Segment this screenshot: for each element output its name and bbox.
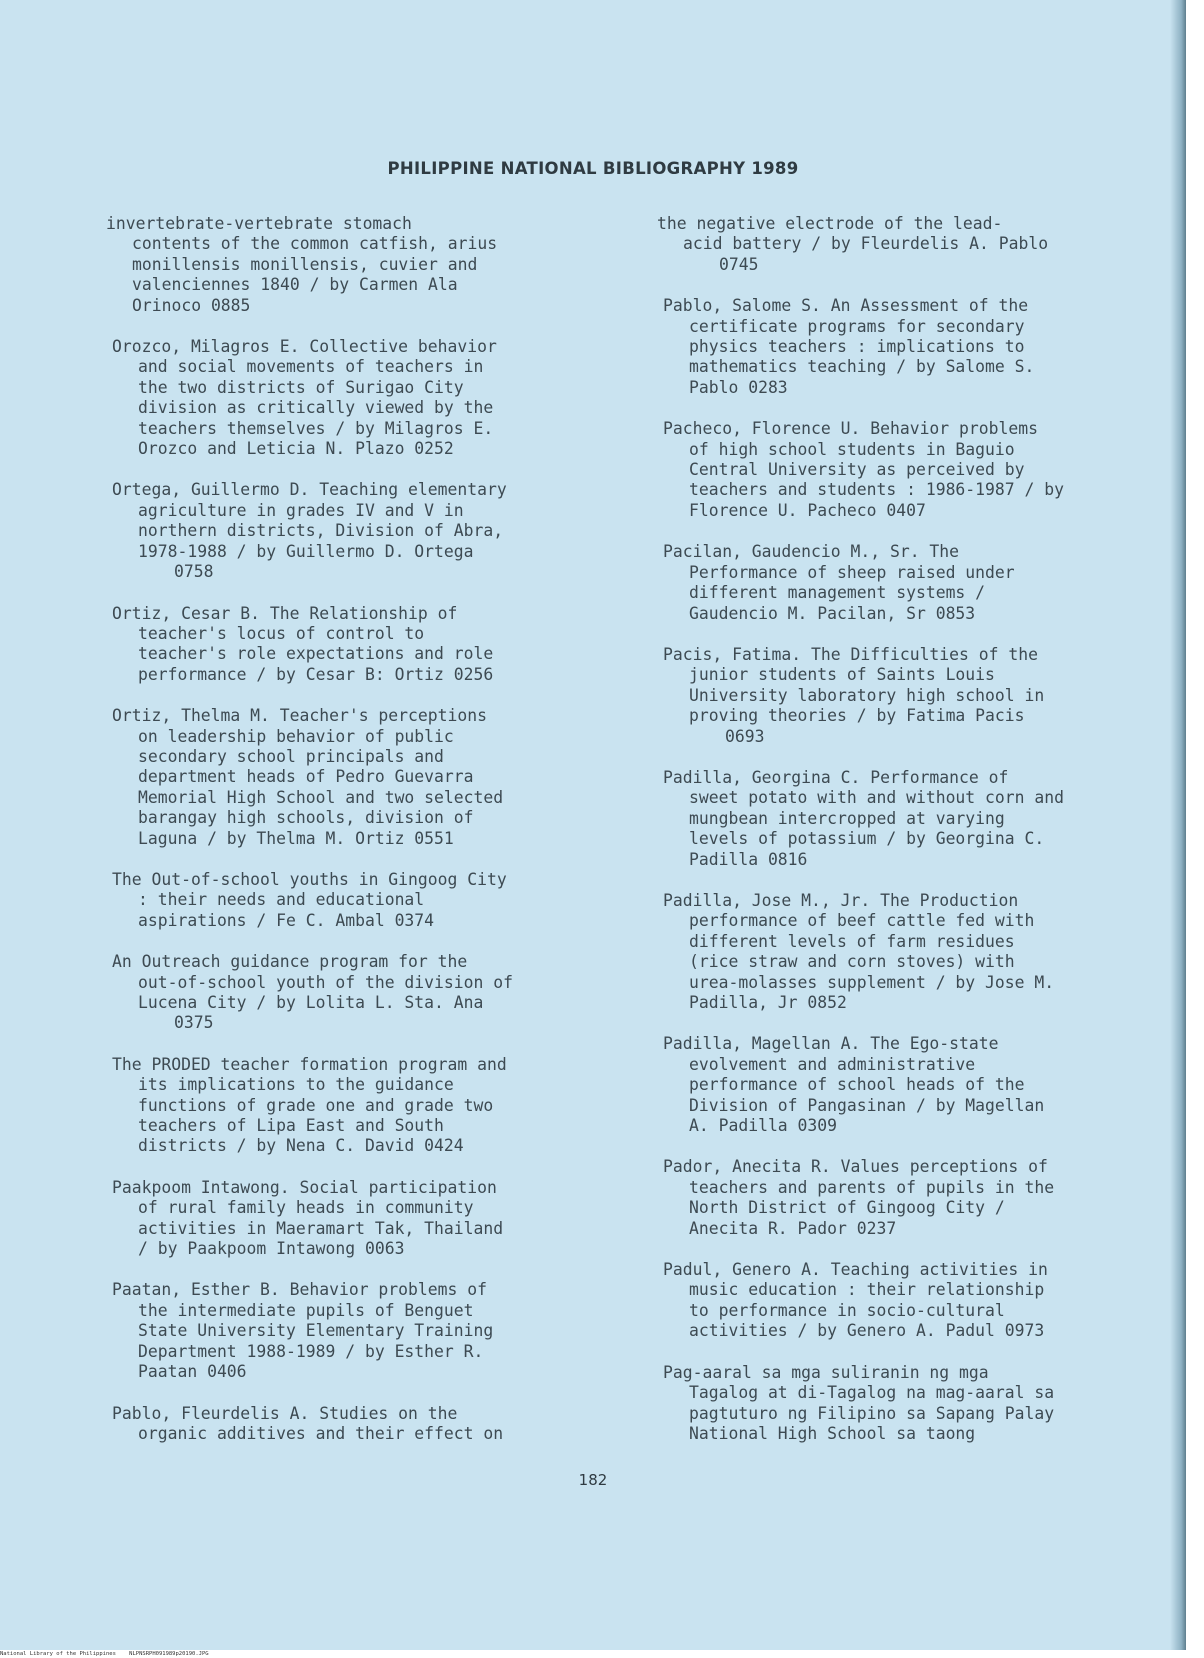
entry-line: Pablo, Salome S. An Assessment of the (663, 296, 1029, 316)
left-column (106, 214, 632, 1465)
entry-line: Padilla, Jose M., Jr. The Production (663, 890, 1019, 910)
entry-line: teachers and students : 1986-1987 / by (689, 480, 1064, 500)
entry-line: barangay high schools, division of (138, 808, 474, 828)
entry-line: Ortiz, Thelma M. Teacher's perceptions (112, 706, 487, 726)
entry-line: Pacheco, Florence U. Behavior problems (663, 419, 1038, 439)
entry-line: its implications to the guidance (138, 1075, 454, 1095)
bibliography-entry (112, 337, 632, 459)
bibliography-entry (663, 1363, 1168, 1445)
bibliography-entry (106, 214, 632, 316)
entry-line: and social movements of teachers in (138, 357, 484, 377)
entry-line: The PRODED teacher formation program and (112, 1054, 507, 1074)
entry-line: to performance in socio-cultural (689, 1300, 1005, 1320)
entry-line: activities / by Genero A. Padul 0973 (689, 1321, 1045, 1341)
bibliography-entry (112, 952, 632, 1034)
bibliography-entry (112, 1055, 632, 1157)
bibliography-entry (112, 1178, 632, 1260)
entry-line: Paatan 0406 (138, 1362, 247, 1382)
entry-line: Padilla, Magellan A. The Ego-state (663, 1034, 999, 1054)
entry-index-number: 0745 (719, 254, 759, 274)
entry-line: of rural family heads in community (138, 1198, 474, 1218)
entry-line: the intermediate pupils of Benguet (138, 1300, 474, 1320)
entry-index-number: 0693 (725, 726, 765, 746)
entry-line: performance of school heads of the (689, 1075, 1025, 1095)
entry-line: proving theories / by Fatima Pacis (689, 706, 1025, 726)
entry-line: pagtuturo ng Filipino sa Sapang Palay (689, 1403, 1055, 1423)
entry-line: different levels of farm residues (689, 931, 1015, 951)
entry-line: out-of-school youth of the division of (138, 972, 513, 992)
bibliography-entry (663, 645, 1168, 747)
entry-line: aspirations / Fe C. Ambal 0374 (138, 910, 435, 930)
entry-line: different management systems / (689, 583, 986, 603)
page-header: PHILIPPINE NATIONAL BIBLIOGRAPHY 1989 (387, 159, 799, 178)
entry-line: An Outreach guidance program for the (112, 952, 468, 972)
entry-line: mathematics teaching / by Salome S. (689, 357, 1035, 377)
entry-line: North District of Gingoog City / (689, 1198, 1005, 1218)
entry-line: State University Elementary Training (138, 1321, 494, 1341)
entry-line: the two districts of Surigao City (138, 377, 464, 397)
entry-line: mungbean intercropped at varying (689, 808, 1005, 828)
entry-line: organic additives and their effect on (138, 1423, 504, 1443)
entry-line: division as critically viewed by the (138, 398, 494, 418)
bibliography-entry (112, 604, 632, 686)
entry-line: Gaudencio M. Pacilan, Sr 0853 (689, 603, 976, 623)
entry-line: Orinoco 0885 (132, 295, 251, 315)
entry-line: Ortiz, Cesar B. The Relationship of (112, 603, 458, 623)
entry-line: levels of potassium / by Georgina C. (689, 829, 1045, 849)
entry-line: junior students of Saints Louis (689, 665, 995, 685)
entry-line: A. Padilla 0309 (689, 1116, 838, 1136)
entry-line: Division of Pangasinan / by Magellan (689, 1095, 1045, 1115)
entry-line: Pador, Anecita R. Values perceptions of (663, 1157, 1048, 1177)
bibliography-entry (663, 296, 1168, 398)
entry-line: sweet potato with and without corn and (689, 788, 1064, 808)
entry-line: physics teachers : implications to (689, 337, 1025, 357)
bibliography-entry (112, 870, 632, 931)
entry-line: invertebrate-vertebrate stomach (106, 214, 412, 233)
entry-line: certificate programs for secondary (689, 316, 1025, 336)
bibliography-entry (112, 480, 632, 582)
entry-line: the negative electrode of the lead- (657, 214, 1003, 233)
entry-line: / by Paakpoom Intawong 0063 (138, 1239, 405, 1259)
entry-line: Orozco and Leticia N. Plazo 0252 (138, 439, 454, 459)
bibliography-entry (663, 542, 1168, 624)
entry-line: Laguna / by Thelma M. Ortiz 0551 (138, 828, 454, 848)
entry-line: Padilla 0816 (689, 849, 808, 869)
entry-line: secondary school principals and (138, 746, 444, 766)
entry-line: valenciennes 1840 / by Carmen Ala (132, 275, 458, 295)
entry-line: evolvement and administrative (689, 1054, 976, 1074)
entry-line: teachers themselves / by Milagros E. (138, 418, 494, 438)
entry-line: Central University as perceived by (689, 460, 1025, 480)
entry-line: performance of beef cattle fed with (689, 911, 1035, 931)
entry-line: monillensis monillensis, cuvier and (132, 254, 478, 274)
entry-line: on leadership behavior of public (138, 726, 454, 746)
right-column (657, 214, 1168, 1465)
scan-footer: National Library of the Philippines NLPNSRPH091989p20190.JPG (0, 1651, 209, 1657)
bibliography-entry (112, 1280, 632, 1382)
entry-line: Florence U. Pacheco 0407 (689, 500, 926, 520)
entry-line: teachers of Lipa East and South (138, 1116, 444, 1136)
bibliography-entry (112, 706, 632, 849)
entry-line: Department 1988-1989 / by Esther R. (138, 1341, 484, 1361)
entry-line: Padilla, Georgina C. Performance of (663, 767, 1009, 787)
entry-line: Pablo 0283 (689, 377, 788, 397)
entry-line: Padul, Genero A. Teaching activities in (663, 1260, 1048, 1280)
page-number: 182 (578, 1471, 608, 1489)
entry-index-number: 0758 (174, 562, 214, 582)
entry-line: music education : their relationship (689, 1280, 1045, 1300)
entry-line: of high school students in Baguio (689, 439, 1015, 459)
entry-line: northern districts, Division of Abra, (138, 521, 504, 541)
entry-line: Performance of sheep raised under (689, 562, 1015, 582)
entry-line: Orozco, Milagros E. Collective behavior (112, 337, 497, 357)
bibliography-entry (663, 891, 1168, 1013)
entry-line: urea-molasses supplement / by Jose M. (689, 972, 1055, 992)
entry-line: agriculture in grades IV and V in (138, 500, 464, 520)
entry-line: : their needs and educational (138, 890, 425, 910)
bibliography-entry (663, 1260, 1168, 1342)
entry-line: Ortega, Guillermo D. Teaching elementary (112, 480, 507, 500)
entry-line: The Out-of-school youths in Gingoog City (112, 869, 507, 889)
entry-line: functions of grade one and grade two (138, 1095, 494, 1115)
entry-line: Pacilan, Gaudencio M., Sr. The (663, 542, 960, 562)
bibliography-entry (663, 1034, 1168, 1136)
entry-line: 1978-1988 / by Guillermo D. Ortega (138, 541, 474, 561)
entry-line: Pag-aaral sa mga suliranin ng mga (663, 1362, 989, 1382)
entry-line: National High School sa taong (689, 1423, 976, 1443)
entry-line: department heads of Pedro Guevarra (138, 767, 474, 787)
entry-line: teacher's role expectations and role (138, 644, 494, 664)
entry-line: Anecita R. Pador 0237 (689, 1218, 897, 1238)
bibliography-entry (663, 1157, 1168, 1239)
page-edge-shadow (1170, 0, 1186, 1650)
entry-line: (rice straw and corn stoves) with (689, 952, 1015, 972)
entry-line: contents of the common catfish, arius (132, 234, 498, 254)
entry-line: Pacis, Fatima. The Difficulties of the (663, 644, 1038, 664)
bibliography-entry (657, 214, 1168, 275)
entry-line: districts / by Nena C. David 0424 (138, 1136, 464, 1156)
entry-line: Paakpoom Intawong. Social participation (112, 1177, 497, 1197)
bibliography-entry (663, 768, 1168, 870)
entry-line: teachers and parents of pupils in the (689, 1177, 1055, 1197)
entry-line: activities in Maeramart Tak, Thailand (138, 1218, 504, 1238)
entry-line: acid battery / by Fleurdelis A. Pablo (683, 234, 1049, 254)
entry-line: Padilla, Jr 0852 (689, 993, 847, 1012)
entry-line: Paatan, Esther B. Behavior problems of (112, 1280, 487, 1300)
entry-line: University laboratory high school in (689, 685, 1045, 705)
entry-line: Memorial High School and two selected (138, 787, 504, 807)
entry-line: teacher's locus of control to (138, 623, 425, 643)
entry-line: Tagalog at di-Tagalog na mag-aaral sa (689, 1383, 1055, 1403)
bibliography-entry (663, 419, 1168, 521)
entry-line: Lucena City / by Lolita L. Sta. Ana (138, 993, 484, 1012)
entry-line: Pablo, Fleurdelis A. Studies on the (112, 1403, 458, 1423)
bibliography-entry (112, 1404, 632, 1445)
entry-line: performance / by Cesar B: Ortiz 0256 (138, 664, 494, 684)
entry-index-number: 0375 (174, 1013, 214, 1033)
